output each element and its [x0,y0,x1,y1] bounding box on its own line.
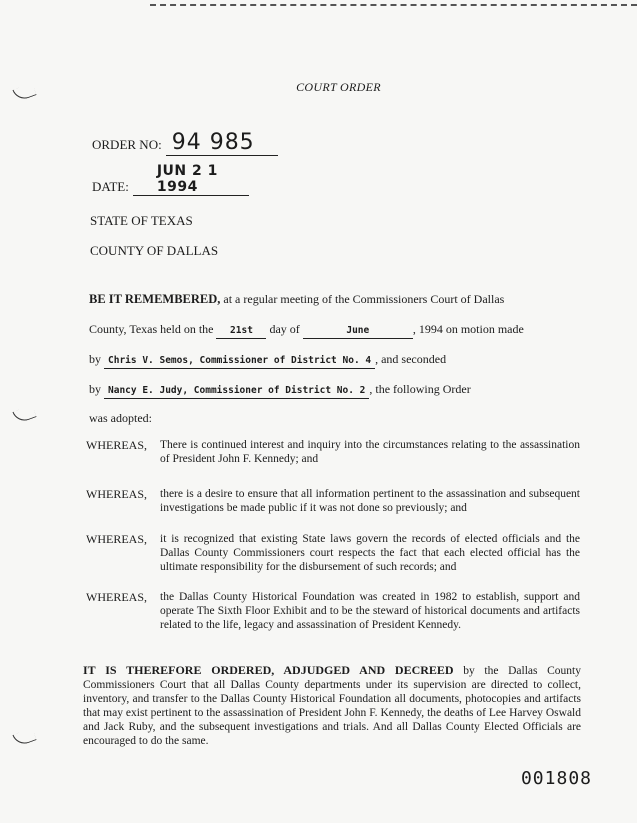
order-number-label: ORDER NO: [92,137,162,152]
order-number-value: 94 985 [166,130,278,156]
mover-name: Chris V. Semos, Commissioner of District No. 4 [104,353,375,369]
whereas-text: it is recognized that existing State laws govern the records of elected officials and the Dallas County Commissioners court respects the fact that each elected official has the ultimate responsibility for the disbursement of such records; and [160,533,580,573]
top-border-line [150,4,637,6]
document-title: COURT ORDER [296,80,381,94]
seconder-prefix: by [89,382,101,396]
meeting-month: June [303,323,413,339]
state-heading: STATE OF TEXAS [90,213,193,228]
county-heading: COUNTY OF DALLAS [90,243,219,258]
binder-mark [12,405,36,424]
whereas-clause [86,438,586,466]
ordered-text: by the Dallas County Commissioners Court that all Dallas County departments under its supervision are directed to collect, inventory, and transfer to the Dallas County Historical Foundation all documents, photocopies and artifacts that may exist pertinent to the assassination of President John F. Kennedy, the deaths of Lee Harvey Oswald and Jack Ruby, and the subsequent investigations and trials. And all Dallas County Elected Officials are encouraged to do the same. [83,665,582,747]
be-it-rest: at a regular meeting of the Commissioners Court of Dallas [220,292,505,306]
be-it-line [89,292,559,307]
page-stamp: 001808 [520,768,592,789]
whereas-clause [86,590,586,632]
seconder-suffix: , the following Order [369,382,471,396]
mover-prefix: by [89,352,101,366]
be-it-lead: BE IT REMEMBERED, [89,292,221,306]
whereas-label: WHEREAS, [86,487,147,501]
whereas-text: There is continued interest and inquiry into the circumstances relating to the assassination of President John F. Kennedy; and [160,439,580,465]
seconder-name: Nancy E. Judy, Commissioner of District No. 2 [104,383,369,399]
adopted-line: was adopted: [89,411,152,425]
whereas-text: the Dallas County Historical Foundation was created in 1982 to establish, support and operate The Sixth Floor Exhibit and to be the steward of historical documents and artifacts related to the life, legacy and assassination of President Kennedy. [160,591,580,631]
ordered-lead: IT IS THEREFORE ORDERED, ADJUDGED AND DECREED [83,663,454,677]
whereas-label: WHEREAS, [86,532,147,546]
meeting-day: 21st [216,323,266,339]
whereas-clause [86,487,586,515]
whereas-label: WHEREAS, [86,590,147,604]
meeting-date-line [89,322,569,339]
date-row [92,163,249,196]
meeting-text: day of [269,322,300,336]
mover-line [89,352,579,369]
binder-mark [12,728,36,747]
whereas-clause [86,532,586,574]
whereas-label: WHEREAS, [86,438,147,452]
whereas-text: there is a desire to ensure that all information pertinent to the assassination and subsequent investigations be made public if it was not done so previously; and [160,488,580,514]
date-label: DATE: [92,179,129,194]
ordered-paragraph [83,663,581,748]
meeting-text: County, Texas held on the [89,322,214,336]
mover-suffix: , and seconded [375,352,447,366]
date-value: JUN 2 1 1994 [133,163,249,196]
meeting-text: , 1994 on motion made [412,322,524,336]
order-number-row [92,130,278,156]
seconder-line [89,382,589,399]
